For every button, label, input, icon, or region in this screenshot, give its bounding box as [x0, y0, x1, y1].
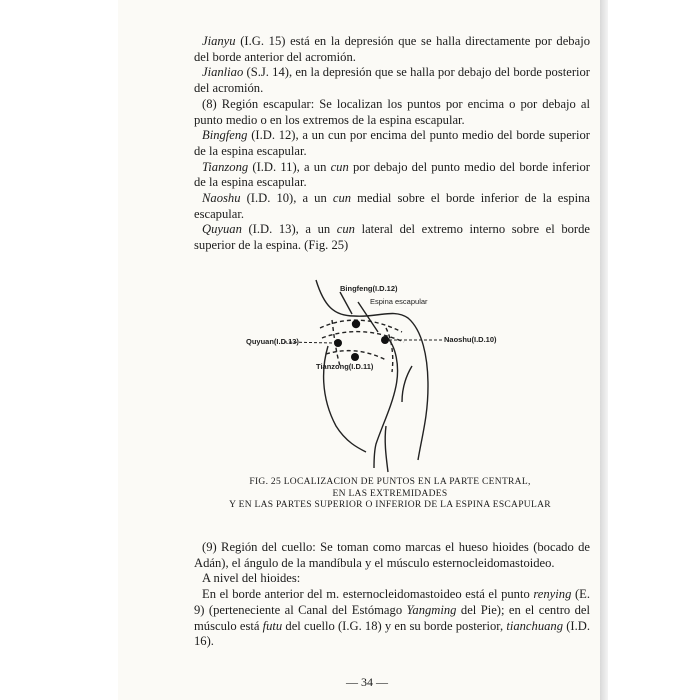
caption-line-2: EN LAS EXTREMIDADES	[332, 488, 448, 499]
point-naoshu	[381, 336, 389, 344]
label-tianzong: Tianzong(I.D.11)	[316, 362, 374, 371]
paragraph-jianyu: Jianyu (I.G. 15) está en la depresión que se halla directamente por debajo del borde anterior del acromión.	[194, 34, 590, 64]
figure-caption	[190, 477, 590, 512]
label-naoshu: Naoshu(I.D.10)	[444, 335, 497, 344]
label-espina: Espina escapular	[370, 297, 428, 306]
paragraph-bingfeng: Bingfeng (I.D. 12), a un cun por encima del punto medio del borde superior de la espina escapular.	[194, 128, 590, 158]
shoulder-drawing	[236, 276, 536, 476]
point-bingfeng	[352, 320, 360, 328]
label-quyuan: Quyuan(I.D.13)	[246, 337, 299, 346]
page-edge-shadow	[600, 0, 608, 700]
figure-25-illustration	[236, 276, 536, 476]
paragraph-region-escapular: (8) Región escapular: Se localizan los puntos por encima o por debajo al punto medio o en los extremos de la espina escapular.	[194, 96, 590, 127]
page-number: — 34 —	[346, 675, 388, 689]
paragraph-quyuan: Quyuan (I.D. 13), a un cun lateral del extremo interno sobre el borde superior de la espina. (Fig. 25)	[194, 222, 590, 253]
paragraph-renying: En el borde anterior del m. esternocleidomastoideo está el punto renying (E. 9) (perteneciente al Canal del Estómago Yangming del Pie); en el centro del músculo está futu del cuello (I.G. 18) y en su borde posterior, tianchuang (I.D. 16).	[194, 587, 590, 649]
paragraph-region-cuello: (9) Región del cuello: Se toman como marcas el hueso hioides (bocado de Adán), el ángulo de la mandíbula y el músculo esternocleidomastoideo.	[194, 540, 590, 570]
paragraph-tianzong: Tianzong (I.D. 11), a un cun por debajo del punto medio del borde inferior de la espina escapular.	[194, 159, 590, 190]
upper-text	[194, 34, 590, 254]
paragraph-naoshu: Naoshu (I.D. 10), a un cun medial sobre el borde inferior de la espina escapular.	[194, 191, 590, 221]
caption-line-3: Y EN LAS PARTES SUPERIOR O INFERIOR DE LA ESPINA ESCAPULAR	[229, 500, 551, 510]
point-tianzong	[351, 353, 359, 361]
paragraph-jianliao: Jianliao (S.J. 14), en la depresión que se halla por debajo del borde posterior del acromión.	[194, 65, 590, 96]
caption-line-1: FIG. 25 LOCALIZACION DE PUNTOS EN LA PARTE CENTRAL,	[249, 477, 531, 487]
label-bingfeng: Bingfeng(I.D.12)	[340, 284, 398, 293]
point-quyuan	[334, 339, 342, 347]
lower-text	[194, 540, 590, 650]
paragraph-nivel-hioides: A nivel del hioides:	[202, 571, 301, 586]
